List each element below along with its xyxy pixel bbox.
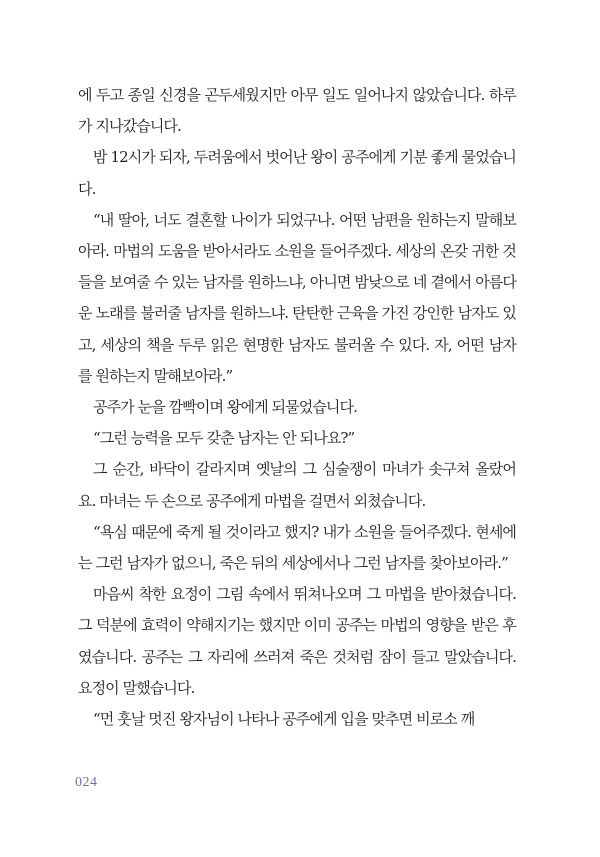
paragraph: 밤 12시가 되자, 두려움에서 벗어난 왕이 공주에게 기분 좋게 물었습니다. <box>78 148 516 198</box>
body-text <box>78 80 516 735</box>
page-number: 024 <box>75 775 98 790</box>
paragraph: “내 딸아, 너도 결혼할 나이가 되었구나. 어떤 남편을 원하는지 말해보아라. 마법의 도움을 받아서라도 소원을 들어주겠다. 세상의 온갖 귀한 것들을 보여줄 수 있는 남자를 원하느냐, 아니면 밤낮으로 네 곁에서 아름다운 노래를 불러줄 남자를 원하느냐. 탄탄한 근육을 가진 강인한 남자도 있고, 세상의 책을 두루 읽은 현명한 남자도 불러올 수 있다. 자, 어떤 남자를 원하는지 말해보아라.” <box>78 210 516 385</box>
paragraph: “욕심 때문에 죽게 될 것이라고 했지? 내가 소원을 들어주겠다. 현세에는 그런 남자가 없으니, 죽은 뒤의 세상에서나 그런 남자를 찾아보아라.” <box>78 522 516 573</box>
paragraph: “그런 능력을 모두 갖춘 남자는 안 되나요?” <box>93 429 355 448</box>
paragraph: “먼 훗날 멋진 왕자님이 나타나 공주에게 입을 맞추면 비로소 깨 <box>93 710 475 729</box>
paragraph: 공주가 눈을 깜빡이며 왕에게 되물었습니다. <box>93 398 357 417</box>
paragraph: 그 순간, 바닥이 갈라지며 옛날의 그 심술쟁이 마녀가 솟구쳐 올랐어요. 마녀는 두 손으로 공주에게 마법을 걸면서 외쳤습니다. <box>78 460 516 510</box>
paragraph: 에 두고 종일 신경을 곤두세웠지만 아무 일도 일어나지 않았습니다. 하루가 지나갔습니다. <box>78 86 516 136</box>
paragraph: 마음씨 착한 요정이 그림 속에서 뛰쳐나오며 그 마법을 받아쳤습니다. 그 덕분에 효력이 약해지기는 했지만 이미 공주는 마법의 영향을 받은 후였습니다. 공주는 그 자리에 쓰러져 죽은 것처럼 잠이 들고 말았습니다. 요정이 말했습니다. <box>78 585 516 697</box>
